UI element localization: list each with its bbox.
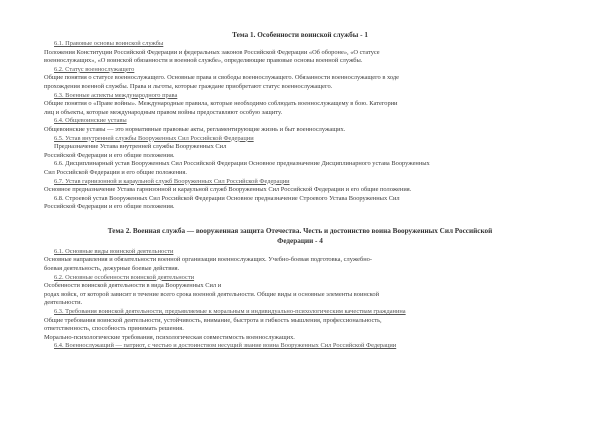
text-line: Российской Федерации и его общие положения. <box>44 203 175 211</box>
text-line: 6.8. Строевой устав Вооруженных Сил Российской Федерации Основное предназначение Строевого Устава Вооруженных Сил <box>54 194 400 202</box>
text-line: Особенности воинской деятельности в вида Вооруженных Сил и <box>44 282 222 290</box>
text-line: лиц и объекты, которые международным правом войны предоставляют особую защиту. <box>44 108 283 116</box>
text-line: ответственность, способность принимать решения. <box>44 325 184 333</box>
subheading: 6.2. Статус военнослужащего <box>54 65 135 73</box>
subheading: 6.1. Основные виды воинской деятельности <box>54 247 174 255</box>
subheading: 6.2. Основные особенности воинской деятельности <box>54 273 195 281</box>
subheading: 6.4. Военнослужащий — патриот, с честью и достоинством несущий звание воина Вооруженных Сил Российской Федерации <box>54 342 397 350</box>
text-line: Общие требования воинской деятельности, устойчивость, внимание, быстрота и гибкость мышления, профессиональность, <box>44 316 382 324</box>
text-line: Основные направления и обязательности военной организации военнослужащих. Учебно-боевая подготовка, служебно- <box>44 256 372 264</box>
section-1-title: Тема 1. Особенности воинской службы - 1 <box>232 31 368 39</box>
text-line: Российской Федерации и его общие положения. <box>44 151 175 159</box>
text-line: боевая деятельность, дежурные боевые действия. <box>44 265 180 273</box>
section-1-body <box>44 40 556 212</box>
text-line: Сил Российской Федерации и его общие положения. <box>44 168 187 176</box>
subheading: 6.5. Устав внутренней службы Вооруженных Сил Российской Федерации <box>54 134 254 142</box>
text-line: Общие понятия о «Праве войны». Международные правила, которые необходимо соблюдать военнослужащему в бою. Категории <box>44 100 398 108</box>
subheading: 6.7. Устав гарнизонной и караульной служб Вооруженных Сил Российской Федерации <box>54 177 290 185</box>
text-line: военнослужащих», «О воинской обязанности и военной службе», определяющие правовые основы военной службы. <box>44 57 363 65</box>
text-line: Общие понятия о статусе военнослужащего. Основные права и свободы военнослужащего. Обязанности военнослужащего в ходе <box>44 74 400 82</box>
text-line: прохождения военной службы. Права и льготы, которые граждане приобретают статус военнослужащего. <box>44 82 333 90</box>
subheading: 6.1. Правовые основы воинской службы <box>54 40 164 47</box>
section-2-title-line-1: Тема 2. Военная служба — вооруженная защита Отечества. Честь и достоинство воина Вооруженных Сил Российской <box>107 226 493 235</box>
text-line: родах войск, от которой зависит в течение всего срока военной деятельности. Общие виды и основные элементы воинской <box>44 290 380 298</box>
text-line: деятельности. <box>44 299 83 307</box>
subheading: 6.3. Требования воинской деятельности, предъявляемые к моральным и индивидуально-психологическим качествам гражданина <box>54 308 406 316</box>
text-line: Предназначение Устава внутренней службы Вооруженных Сил <box>54 143 227 151</box>
subheading: 6.3. Военные аспекты международного права <box>54 91 178 99</box>
text-line: Общевоинские уставы — это нормативные правовые акты, регламентирующие жизнь и быт военнослужащих. <box>44 125 346 133</box>
text-line: Основное предназначение Устава гарнизонной и караульной служб Вооруженных Сил Российской Федерации и его общие положения. <box>44 186 412 194</box>
text-line: Положения Конституции Российской Федерации и федеральных законов Российской Федерации «Об обороне», «О статусе <box>44 48 380 56</box>
text-line: 6.6. Дисциплинарный устав Вооруженных Сил Российской Федерации Основное предназначение Дисциплинарного устава Вооруженных <box>54 160 430 168</box>
subheading: 6.4. Общевоинские уставы <box>54 117 127 125</box>
section-2-body <box>44 248 556 351</box>
section-2-title-line-2: Федерации - 4 <box>277 236 323 245</box>
text-line: Морально-психологические требования, психологическая совместимость военнослужащих. <box>44 333 295 341</box>
